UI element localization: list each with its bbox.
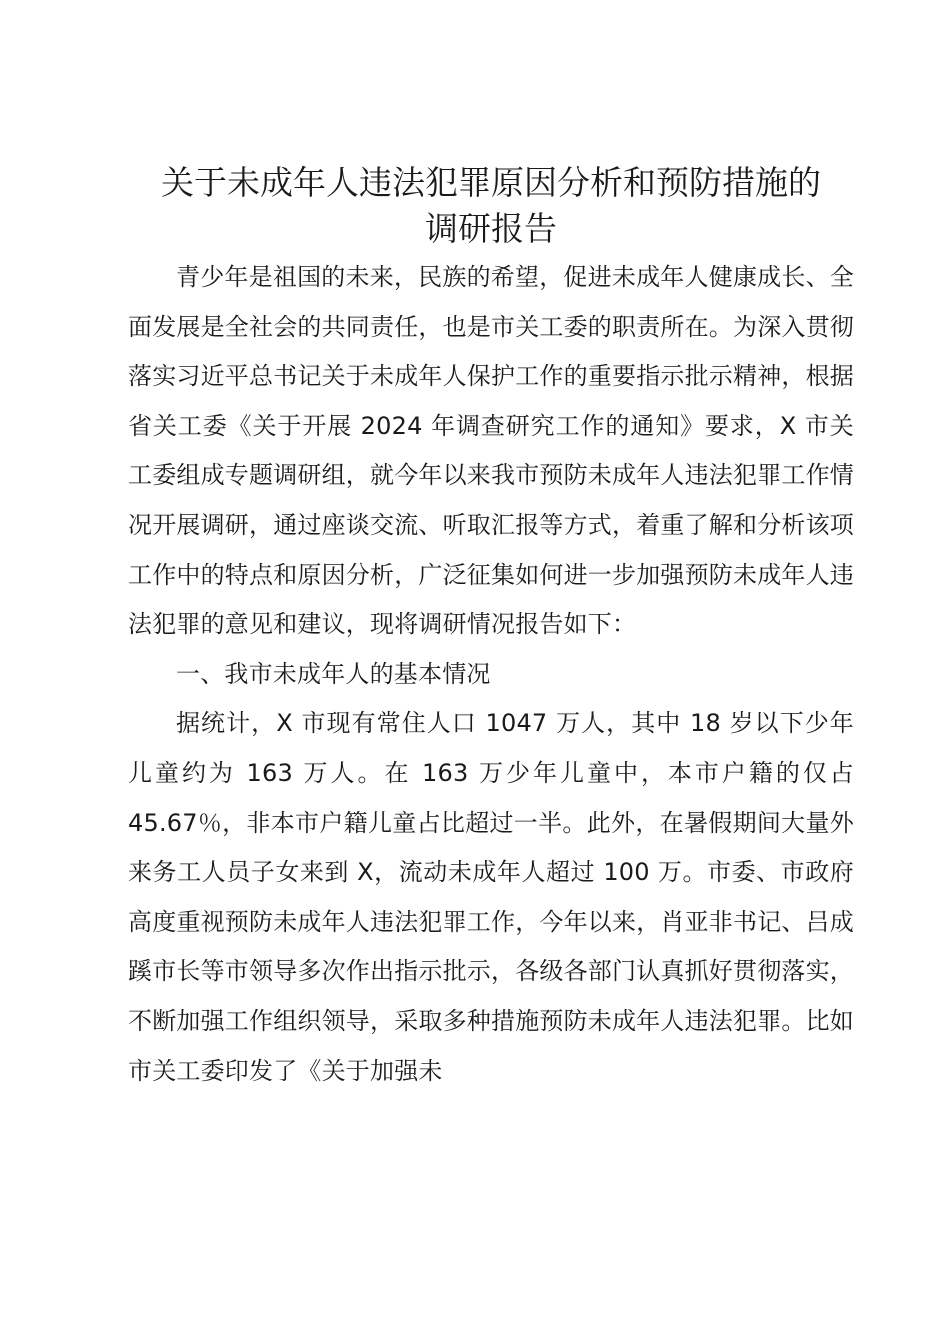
title-line-2: 调研报告: [425, 209, 557, 248]
paragraph-intro: 青少年是祖国的未来，民族的希望，促进未成年人健康成长、全面发展是全社会的共同责任，也是市关工委的职责所在。为深入贯彻落实习近平总书记关于未成年人保护工作的重要指示批示精神，根据省关工委《关于开展 2024 年调查研究工作的通知》要求，X 市关工委组成专题调研组，就今年以来我市预防未成年人违法犯罪工作情况开展调研，通过座谈交流、听取汇报等方式，着重了解和分析该项工作中的特点和原因分析，广泛征集如何进一步加强预防未成年人违法犯罪的意见和建议，现将调研情况报告如下：: [128, 263, 854, 639]
section-heading-1: 一、我市未成年人的基本情况: [176, 659, 491, 688]
title-line-1: 关于未成年人违法犯罪原因分析和预防措施的: [161, 163, 821, 202]
paragraph-basic-situation: 据统计，X 市现有常住人口 1047 万人，其中 18 岁以下少年儿童约为 163 万人。在 163 万少年儿童中，本市户籍的仅占 45.67％，非本市户籍儿童占比超过一半。此外，在暑假期间大量外来务工人员子女来到 X，流动未成年人超过 100 万。市委、市政府高度重视预防未成年人违法犯罪工作，今年以来，肖亚非书记、吕成蹊市长等市领导多次作出指示批示，各级各部门认真抓好贯彻落实，不断加强工作组织领导，采取多种措施预防未成年人违法犯罪。比如市关工委印发了《关于加强未: [128, 709, 854, 1085]
document-body: [128, 253, 854, 1096]
document-title: [128, 160, 854, 252]
document-page: [128, 160, 854, 1096]
